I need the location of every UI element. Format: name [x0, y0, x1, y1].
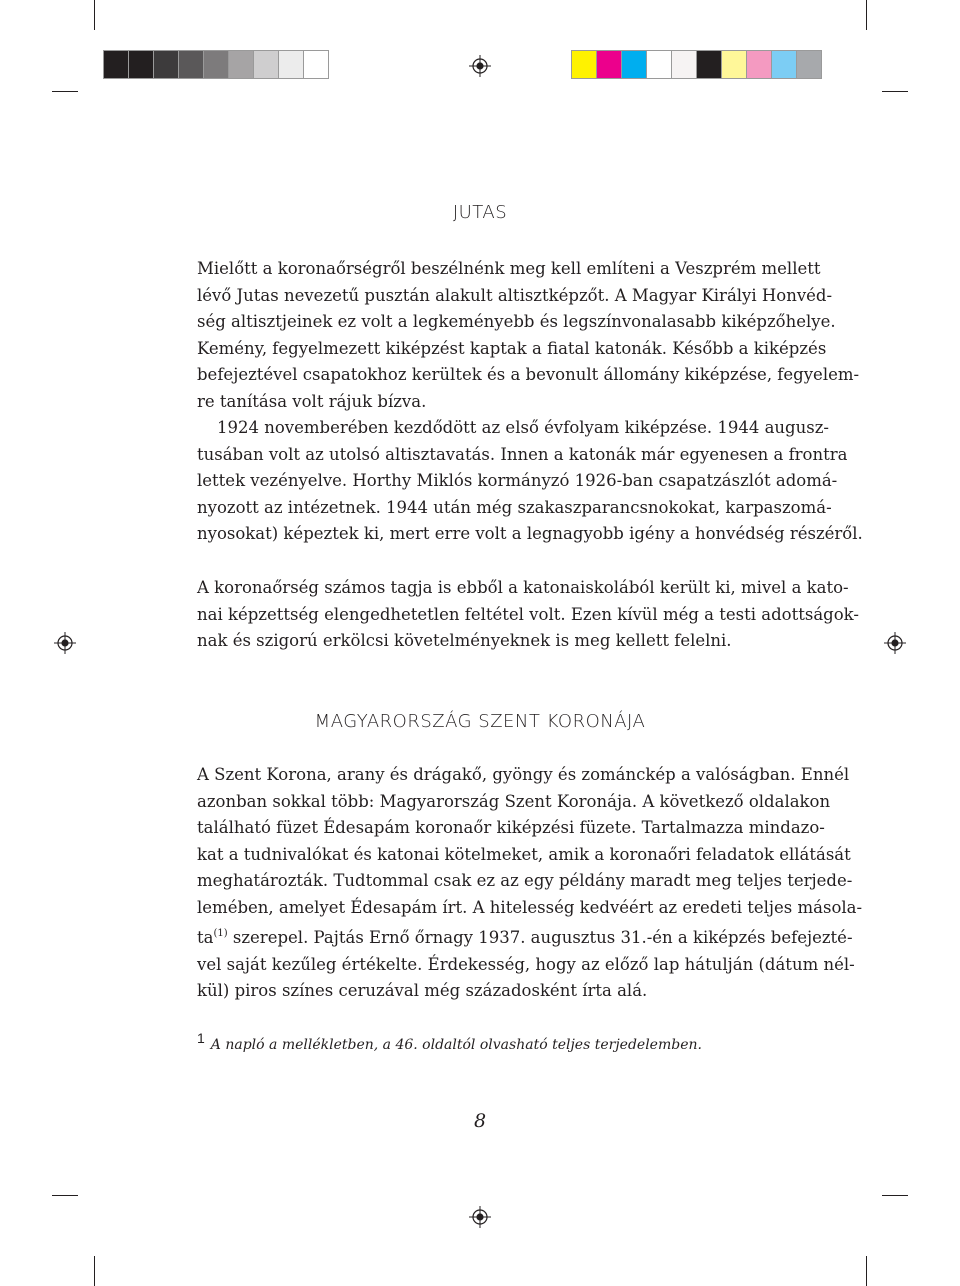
text-line: A koronaőrség számos tagja is ebből a katonaiskolából került ki, mivel a kato- [197, 578, 849, 597]
color-swatch [103, 50, 129, 79]
page-number: 8 [473, 1110, 487, 1132]
color-swatch [153, 50, 179, 79]
color-swatch [596, 50, 622, 79]
registration-mark-left-icon [54, 632, 76, 654]
section-heading-szent-korona: MAGYARORSZÁG SZENT KORONÁJA [314, 711, 646, 732]
crop-mark-bottom-right-horizontal [882, 1195, 908, 1196]
text-line: tusában volt az utolsó altisztavatás. Innen a katonák már egyenesen a frontra [197, 444, 848, 464]
color-swatch [278, 50, 304, 79]
text-line: Kemény, fegyelmezett kiképzést kaptak a fiatal katonák. Később a kiképzés [197, 338, 827, 358]
paragraph-jutas-history [197, 415, 863, 548]
color-swatch [746, 50, 772, 79]
color-swatch [253, 50, 279, 79]
grayscale-color-bar [103, 50, 328, 79]
text-line: 1924 novemberében kezdődött az első évfolyam kiképzése. 1944 augusz- [217, 418, 829, 437]
color-swatch [228, 50, 254, 79]
text-line: A Szent Korona, arany és drágakő, gyöngy és zománckép a valóságban. Ennél [197, 765, 850, 784]
paragraph-szent-korona [197, 762, 863, 1005]
process-color-bar [571, 50, 821, 79]
color-swatch [646, 50, 672, 79]
color-swatch [696, 50, 722, 79]
footnote [197, 1030, 702, 1053]
text-line: befejeztével csapatokhoz kerültek és a bevonult állomány kiképzése, fegyelem- [197, 365, 860, 384]
color-swatch [771, 50, 797, 79]
text-line: nak és szigorú erkölcsi követelményeknek is meg kellett felelni. [197, 631, 732, 650]
text-line: lévő Jutas nevezetű pusztán alakult altisztképzőt. A Magyar Királyi Honvéd- [197, 285, 833, 305]
color-swatch [671, 50, 697, 79]
color-swatch [571, 50, 597, 79]
crop-mark-top-left-vertical [94, 0, 95, 30]
registration-mark-top-icon [469, 55, 491, 77]
text-line: ség altisztjeinek ez volt a legkeményebb és legszínvonalasabb kiképzőhelye. [197, 312, 836, 331]
text-line: kat a tudnivalókat és katonai kötelmeket, amik a koronaőri feladatok ellátását [197, 844, 851, 864]
crop-mark-bottom-left-horizontal [52, 1195, 78, 1196]
crop-mark-top-right-horizontal [882, 91, 908, 92]
text-line: azonban sokkal több: Magyarország Szent Koronája. A következő oldalakon [197, 791, 831, 811]
text-line [197, 921, 853, 952]
text-line: található füzet Édesapám koronaőr kiképzési füzete. Tartalmazza mindazo- [197, 818, 825, 837]
color-swatch [128, 50, 154, 79]
color-swatch [303, 50, 329, 79]
registration-mark-bottom-icon [469, 1206, 491, 1228]
text-line: re tanítása volt rájuk bízva. [197, 391, 427, 411]
color-swatch [721, 50, 747, 79]
color-swatch [178, 50, 204, 79]
registration-mark-right-icon [884, 632, 906, 654]
paragraph-jutas-intro [197, 256, 860, 415]
crop-mark-bottom-left-vertical [94, 1256, 95, 1286]
crop-mark-top-left-horizontal [52, 91, 78, 92]
color-swatch [621, 50, 647, 79]
text-line: nai képzettség elengedhetetlen feltétel volt. Ezen kívül még a testi adottságok- [197, 604, 859, 624]
text-line: Mielőtt a koronaőrségről beszélnénk meg kell említeni a Veszprém mellett [197, 259, 821, 278]
text-line: lemében, amelyet Édesapám írt. A hitelesség kedvéért az eredeti teljes másola- [197, 897, 863, 917]
section-heading-jutas: JUTAS [452, 202, 508, 223]
text-line: nyozott az intézetnek. 1944 után még szakaszparancsnokokat, karpaszomá- [197, 497, 832, 517]
text-line: meghatározták. Tudtommal csak ez az egy példány maradt meg teljes terjede- [197, 871, 853, 890]
crop-mark-top-right-vertical [866, 0, 867, 30]
color-swatch [203, 50, 229, 79]
text-fragment: ta [197, 928, 214, 947]
text-line: nyosokat) képeztek ki, mert erre volt a legnagyobb igény a honvédség részéről. [197, 524, 863, 543]
footnote-reference[interactable]: (1) [213, 928, 228, 939]
text-line: kül) piros színes ceruzával még századosként írta alá. [197, 981, 648, 1000]
footnote-text: A napló a mellékletben, a 46. oldaltól olvasható teljes terjedelemben. [210, 1037, 702, 1053]
text-line: lettek vezényelve. Horthy Miklós kormányzó 1926-ban csapatzászlót adomá- [197, 471, 838, 490]
text-line: vel saját kezűleg értékelte. Érdekesség, hogy az előző lap hátulján (dátum nél- [197, 954, 855, 974]
paragraph-koronaorseg [197, 575, 859, 655]
color-swatch [796, 50, 822, 79]
text-fragment: szerepel. Pajtás Ernő őrnagy 1937. augusztus 31.-én a kiképzés befejezté- [227, 928, 853, 947]
footnote-number: 1 [197, 1030, 205, 1046]
crop-mark-bottom-right-vertical [866, 1256, 867, 1286]
